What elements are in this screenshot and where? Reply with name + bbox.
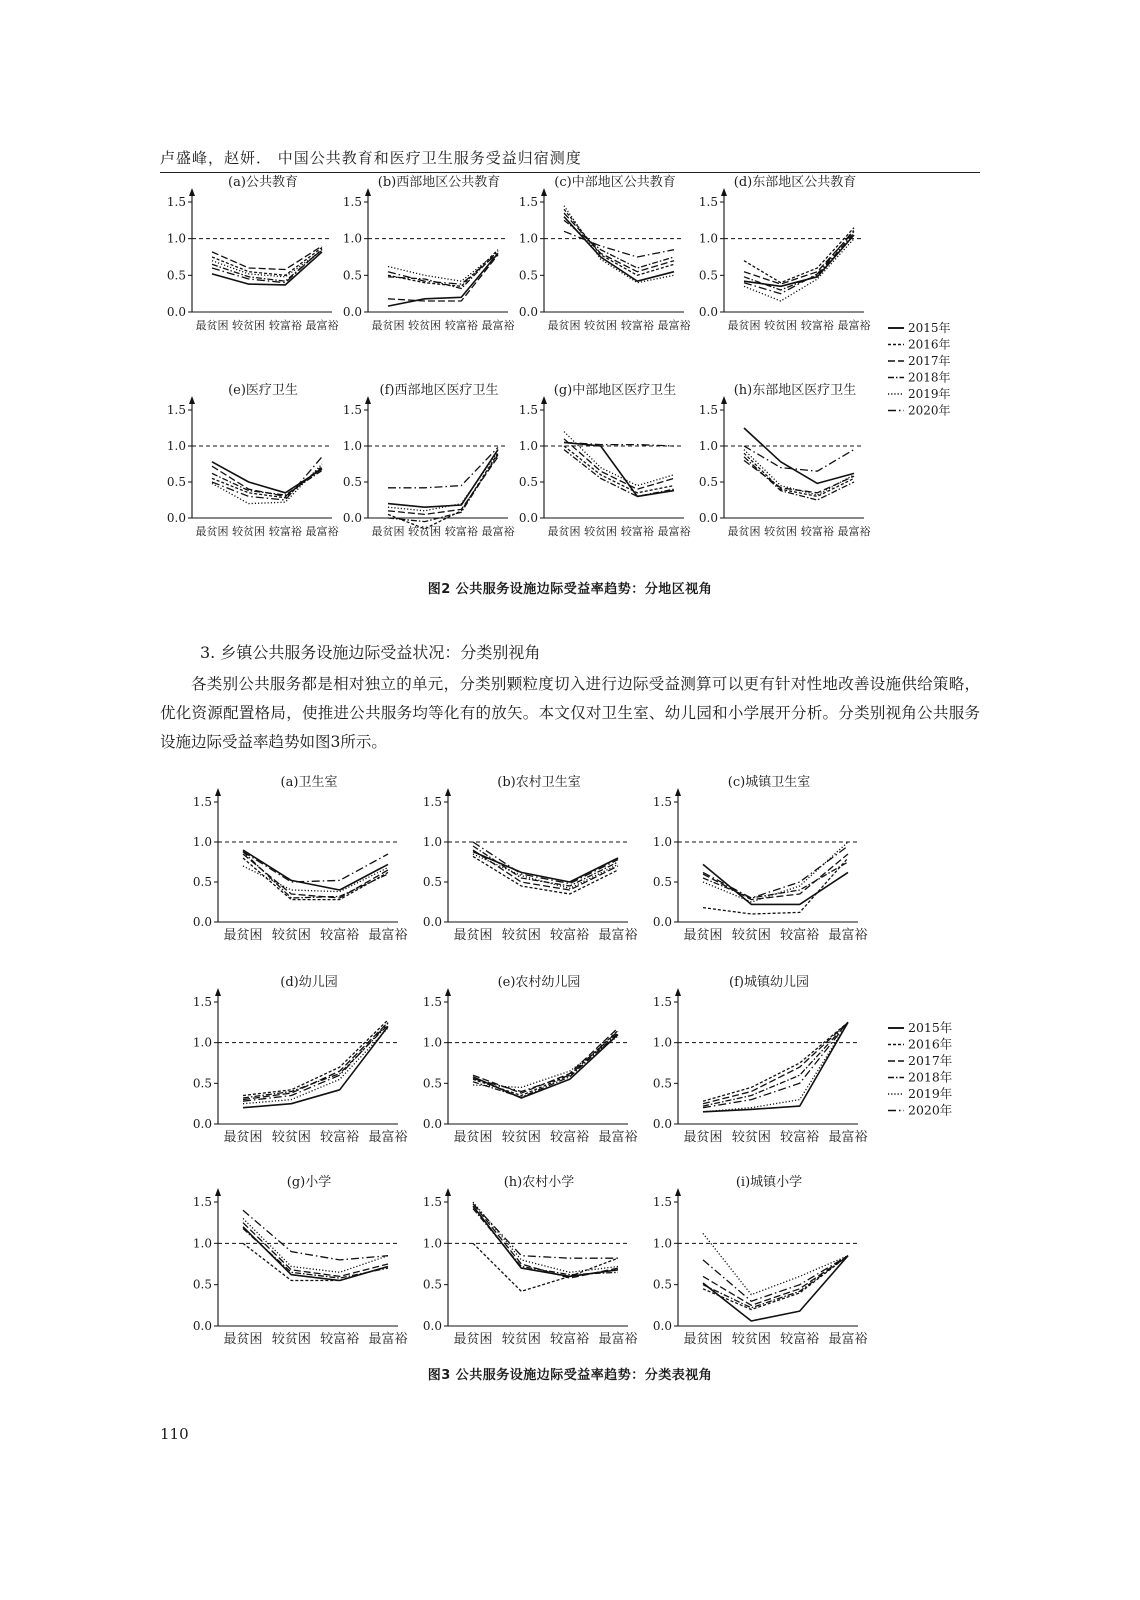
- x-tick-label: 较富裕: [800, 319, 834, 332]
- panel-title: (b)西部地区公共教育: [377, 175, 501, 190]
- x-tick-label: 较贫困: [408, 525, 442, 538]
- x-tick-label: 较富裕: [800, 525, 834, 538]
- x-tick-label: 最贫困: [683, 1332, 723, 1347]
- series-line-2017: [243, 1223, 388, 1277]
- chart-panel-2-d: [699, 174, 871, 332]
- x-tick-label: 最富裕: [481, 525, 515, 538]
- legend-label: 2020年: [908, 1102, 953, 1118]
- x-tick-label: 较富裕: [444, 525, 478, 538]
- y-axis-arrow: [721, 396, 727, 404]
- y-tick-label: 0.0: [698, 305, 718, 319]
- series-line-2018: [564, 220, 674, 268]
- x-tick-label: 较富裕: [780, 1332, 820, 1347]
- series-line-2018: [473, 846, 618, 886]
- series-line-2019: [473, 1036, 618, 1087]
- x-tick-label: 最贫困: [371, 319, 405, 332]
- y-tick-label: 0.5: [192, 1076, 212, 1091]
- y-tick-label: 0.0: [192, 1117, 212, 1131]
- x-tick-label: 最富裕: [305, 525, 339, 538]
- series-line-2018: [212, 471, 322, 496]
- y-tick-label: 1.0: [698, 439, 718, 453]
- y-tick-label: 0.5: [698, 268, 718, 283]
- series-line-2018: [212, 250, 322, 282]
- y-tick-label: 0.5: [422, 1277, 442, 1292]
- y-axis-arrow: [365, 188, 371, 196]
- series-line-2015: [388, 450, 498, 508]
- y-tick-label: 0.0: [166, 305, 186, 319]
- series-line-2019: [564, 206, 674, 283]
- series-line-2019: [243, 866, 388, 892]
- series-line-2019: [243, 1219, 388, 1273]
- chart-panel-2-e: [167, 382, 339, 538]
- y-tick-label: 0.5: [518, 475, 538, 489]
- x-tick-label: 较富裕: [320, 928, 360, 943]
- x-tick-label: 较贫困: [731, 1130, 771, 1145]
- panel-title: (a)公共教育: [228, 175, 298, 190]
- series-line-2015: [473, 1035, 618, 1099]
- panel-title: (h)东部地区医疗卫生: [733, 383, 857, 398]
- y-tick-label: 1.0: [698, 231, 718, 246]
- series-line-2016: [388, 250, 498, 287]
- x-tick-label: 最富裕: [828, 928, 868, 943]
- y-tick-label: 1.5: [342, 195, 362, 209]
- y-axis-arrow: [189, 396, 195, 404]
- x-tick-label: 最贫困: [453, 1332, 493, 1347]
- x-tick-label: 较富裕: [550, 928, 590, 943]
- x-tick-label: 最贫困: [453, 928, 493, 943]
- x-tick-label: 较富裕: [620, 319, 654, 332]
- series-line-2018: [243, 1229, 388, 1279]
- y-tick-label: 0.0: [342, 305, 362, 319]
- series-line-2016: [744, 228, 854, 283]
- y-tick-label: 0.5: [698, 475, 718, 489]
- x-tick-label: 较贫困: [731, 928, 771, 943]
- y-tick-label: 1.5: [422, 995, 442, 1009]
- y-tick-label: 0.5: [518, 268, 538, 283]
- legend-label: 2015年: [908, 321, 951, 335]
- x-tick-label: 较富裕: [780, 928, 820, 943]
- x-tick-label: 较富裕: [444, 319, 478, 332]
- x-tick-label: 较富裕: [320, 1130, 360, 1145]
- series-line-2020: [388, 447, 498, 487]
- series-line-2020: [243, 852, 388, 882]
- panel-title: (c)城镇卫生室: [727, 775, 811, 790]
- x-tick-label: 最富裕: [368, 1332, 408, 1347]
- series-line-2016: [703, 1022, 848, 1101]
- x-tick-label: 最富裕: [481, 319, 515, 332]
- panel-title: (h)农村小学: [503, 1175, 575, 1190]
- legend-label: 2018年: [908, 1069, 953, 1085]
- x-tick-label: 较贫困: [584, 319, 618, 332]
- y-tick-label: 0.5: [652, 875, 672, 889]
- x-tick-label: 较富裕: [320, 1332, 360, 1347]
- x-tick-label: 较贫困: [764, 319, 798, 332]
- x-tick-label: 最贫困: [547, 319, 581, 332]
- chart-panel-3-i: [653, 1174, 868, 1347]
- series-line-2020: [703, 1256, 848, 1302]
- series-line-2016: [212, 248, 322, 276]
- y-tick-label: 1.0: [422, 835, 442, 849]
- series-line-2020: [703, 846, 848, 898]
- y-tick-label: 1.5: [192, 995, 212, 1009]
- y-tick-label: 1.5: [422, 795, 442, 809]
- x-tick-label: 较贫困: [271, 928, 311, 943]
- y-tick-label: 1.5: [518, 195, 538, 209]
- x-tick-label: 最贫困: [195, 319, 229, 332]
- y-tick-label: 0.5: [166, 475, 186, 489]
- series-line-2018: [703, 1022, 848, 1106]
- x-tick-label: 较贫困: [584, 525, 618, 538]
- x-tick-label: 最富裕: [657, 525, 691, 538]
- x-tick-label: 较贫困: [232, 525, 266, 538]
- x-tick-label: 较富裕: [620, 525, 654, 538]
- panel-title: (e)农村幼儿园: [497, 975, 581, 990]
- x-tick-label: 较贫困: [501, 1332, 541, 1347]
- y-tick-label: 0.5: [422, 875, 442, 889]
- chart-panel-3-h: [423, 1174, 638, 1347]
- y-tick-label: 1.5: [518, 403, 538, 417]
- panel-title: (d)幼儿园: [280, 975, 338, 990]
- series-line-2015: [243, 1026, 388, 1107]
- x-tick-label: 最贫困: [683, 928, 723, 943]
- x-tick-label: 较贫困: [731, 1332, 771, 1347]
- chart-panel-3-e: [423, 974, 638, 1145]
- series-line-2016: [473, 1243, 618, 1291]
- y-axis-arrow: [675, 1188, 681, 1196]
- y-axis-arrow: [675, 788, 681, 796]
- series-line-2017: [243, 1022, 388, 1099]
- y-tick-label: 0.0: [192, 1319, 212, 1333]
- section-paragraph: 各类别公共服务都是相对独立的单元，分类别颗粒度切入进行边际受益测算可以更有针对性地改善设施供给策略，优化资源配置格局，使推进公共服务均等化有的放矢。本文仅对卫生室、幼儿园和小学展开分析。分类别视角公共服务设施边际受益率趋势如图3所示。: [160, 675, 980, 751]
- legend-label: 2016年: [908, 337, 951, 352]
- y-tick-label: 0.0: [166, 511, 186, 525]
- chart-panel-3-c: [653, 774, 868, 943]
- chart-panel-2-g: [519, 382, 691, 538]
- y-tick-label: 0.0: [192, 915, 212, 929]
- x-tick-label: 最富裕: [837, 319, 871, 332]
- y-tick-label: 1.0: [192, 1236, 212, 1251]
- y-axis-arrow: [675, 988, 681, 996]
- series-line-2017: [473, 1028, 618, 1093]
- series-line-2015: [703, 864, 848, 904]
- chart-panel-2-f: [343, 382, 515, 538]
- series-line-2017: [703, 854, 848, 900]
- x-tick-label: 较富裕: [550, 1130, 590, 1145]
- panel-title: (e)医疗卫生: [228, 383, 298, 398]
- series-line-2019: [744, 239, 854, 301]
- x-tick-label: 最富裕: [598, 1332, 638, 1347]
- y-axis-arrow: [215, 988, 221, 996]
- y-tick-label: 0.0: [652, 1117, 672, 1131]
- legend: [888, 1020, 952, 1118]
- chart-panel-2-b: [343, 174, 515, 332]
- figure-3-caption: 图3 公共服务设施边际受益率趋势：分类表视角: [427, 1368, 713, 1383]
- y-tick-label: 1.5: [166, 403, 186, 417]
- chart-panel-2-c: [519, 174, 691, 332]
- page-number: 110: [160, 1425, 189, 1443]
- x-tick-label: 最富裕: [598, 1130, 638, 1145]
- x-tick-label: 最贫困: [223, 1130, 263, 1145]
- legend-label: 2016年: [908, 1036, 953, 1052]
- y-tick-label: 1.0: [192, 835, 212, 849]
- panel-title: (g)中部地区医疗卫生: [553, 383, 677, 398]
- series-line-2019: [703, 1233, 848, 1294]
- y-tick-label: 1.5: [698, 403, 718, 417]
- panel-title: (a)卫生室: [280, 775, 338, 790]
- series-line-2020: [388, 253, 498, 284]
- legend: [888, 320, 951, 418]
- y-tick-label: 0.0: [422, 1319, 442, 1333]
- series-line-2020: [212, 457, 322, 500]
- x-tick-label: 最贫困: [453, 1130, 493, 1145]
- y-axis-arrow: [445, 788, 451, 796]
- y-axis-arrow: [541, 396, 547, 404]
- y-tick-label: 0.5: [342, 475, 362, 489]
- y-tick-label: 1.0: [652, 1236, 672, 1251]
- panel-title: (b)农村卫生室: [497, 775, 581, 790]
- panel-title: (c)中部地区公共教育: [554, 175, 676, 190]
- y-tick-label: 1.0: [652, 835, 672, 849]
- y-axis-arrow: [189, 188, 195, 196]
- y-axis-arrow: [365, 396, 371, 404]
- y-tick-label: 1.0: [518, 439, 538, 453]
- series-line-2015: [564, 442, 674, 496]
- panel-title: (d)东部地区公共教育: [733, 175, 857, 190]
- chart-panel-3-a: [193, 774, 408, 943]
- y-tick-label: 1.0: [342, 231, 362, 246]
- x-tick-label: 较贫困: [764, 525, 798, 538]
- x-tick-label: 较贫困: [501, 1130, 541, 1145]
- legend-label: 2020年: [908, 403, 951, 418]
- series-line-2017: [564, 213, 674, 272]
- series-line-2020: [243, 1210, 388, 1260]
- x-tick-label: 最贫困: [195, 525, 229, 538]
- panel-title: (g)小学: [286, 1175, 332, 1190]
- legend-label: 2018年: [908, 370, 951, 385]
- x-tick-label: 最贫困: [683, 1130, 723, 1145]
- series-line-2015: [744, 235, 854, 286]
- y-tick-label: 1.0: [166, 231, 186, 246]
- series-line-2018: [703, 862, 848, 898]
- x-tick-label: 较贫困: [271, 1130, 311, 1145]
- x-tick-label: 较富裕: [550, 1332, 590, 1347]
- x-tick-label: 较贫困: [232, 319, 266, 332]
- x-tick-label: 较富裕: [268, 525, 302, 538]
- series-line-2019: [473, 854, 618, 888]
- legend-label: 2017年: [908, 354, 951, 368]
- y-tick-label: 1.5: [422, 1195, 442, 1209]
- section-heading: 3. 乡镇公共服务设施边际受益状况：分类别视角: [200, 643, 541, 662]
- series-line-2015: [703, 1256, 848, 1321]
- chart-panel-3-b: [423, 774, 638, 943]
- y-tick-label: 1.5: [192, 1195, 212, 1209]
- y-axis-arrow: [445, 988, 451, 996]
- y-tick-label: 0.5: [192, 875, 212, 889]
- y-tick-label: 0.0: [518, 511, 538, 525]
- chart-panel-3-f: [653, 974, 868, 1145]
- series-line-2016: [473, 856, 618, 894]
- y-tick-label: 0.0: [342, 511, 362, 525]
- y-tick-label: 0.5: [192, 1277, 212, 1292]
- y-tick-label: 1.5: [698, 195, 718, 209]
- series-line-2019: [473, 1202, 618, 1272]
- y-tick-label: 0.5: [342, 268, 362, 283]
- y-tick-label: 0.0: [652, 1319, 672, 1333]
- x-tick-label: 最富裕: [305, 319, 339, 332]
- chart-panel-3-d: [193, 975, 408, 1145]
- y-axis-arrow: [215, 1188, 221, 1196]
- x-tick-label: 较富裕: [780, 1130, 820, 1145]
- y-tick-label: 1.0: [192, 1035, 212, 1050]
- y-tick-label: 0.0: [698, 511, 718, 525]
- panel-title: (f)城镇幼儿园: [729, 975, 809, 990]
- y-tick-label: 0.5: [652, 1076, 672, 1091]
- x-tick-label: 最富裕: [828, 1130, 868, 1145]
- y-tick-label: 0.0: [652, 915, 672, 929]
- legend-label: 2017年: [908, 1053, 953, 1068]
- y-tick-label: 1.5: [192, 795, 212, 809]
- panel-title: (f)西部地区医疗卫生: [379, 383, 499, 398]
- x-tick-label: 最贫困: [371, 525, 405, 538]
- x-tick-label: 最富裕: [657, 319, 691, 332]
- y-tick-label: 0.5: [166, 268, 186, 283]
- running-title: 卢盛峰，赵妍． 中国公共教育和医疗卫生服务受益归宿测度: [160, 149, 582, 167]
- y-axis-arrow: [721, 188, 727, 196]
- chart-panel-2-h: [699, 382, 871, 538]
- x-tick-label: 最贫困: [727, 319, 761, 332]
- x-tick-label: 最富裕: [368, 1130, 408, 1145]
- y-tick-label: 1.0: [422, 1236, 442, 1251]
- x-tick-label: 最富裕: [828, 1332, 868, 1347]
- y-tick-label: 0.5: [422, 1076, 442, 1091]
- legend-label: 2019年: [908, 387, 951, 401]
- series-line-2017: [744, 231, 854, 284]
- x-tick-label: 较贫困: [501, 928, 541, 943]
- series-line-2016: [703, 1256, 848, 1310]
- figure-3: [0, 770, 1140, 1370]
- x-tick-label: 最富裕: [598, 928, 638, 943]
- y-tick-label: 0.0: [422, 915, 442, 929]
- series-line-2015: [388, 253, 498, 306]
- series-line-2016: [243, 1020, 388, 1096]
- y-tick-label: 1.0: [422, 1035, 442, 1050]
- y-tick-label: 0.5: [652, 1277, 672, 1292]
- x-tick-label: 最富裕: [368, 928, 408, 943]
- panel-title: (i)城镇小学: [735, 1175, 803, 1190]
- x-tick-label: 最富裕: [837, 525, 871, 538]
- y-tick-label: 1.5: [652, 995, 672, 1009]
- x-tick-label: 最贫困: [727, 525, 761, 538]
- series-line-2020: [473, 1031, 618, 1091]
- legend-label: 2015年: [908, 1020, 953, 1035]
- series-line-2018: [243, 852, 388, 898]
- x-tick-label: 较贫困: [408, 319, 442, 332]
- series-line-2018: [243, 1025, 388, 1098]
- y-tick-label: 1.0: [166, 439, 186, 453]
- y-axis-arrow: [215, 788, 221, 796]
- x-tick-label: 较富裕: [268, 319, 302, 332]
- y-tick-label: 1.0: [518, 231, 538, 246]
- figure-2: [0, 170, 1140, 570]
- y-tick-label: 1.0: [652, 1035, 672, 1050]
- legend-label: 2019年: [908, 1086, 953, 1101]
- y-tick-label: 1.5: [166, 195, 186, 209]
- y-tick-label: 1.5: [652, 1195, 672, 1209]
- x-tick-label: 最贫困: [223, 1332, 263, 1347]
- y-tick-label: 1.5: [652, 795, 672, 809]
- figure-2-caption: 图2 公共服务设施边际受益率趋势：分地区视角: [427, 582, 713, 597]
- chart-panel-3-g: [193, 1175, 408, 1347]
- y-tick-label: 0.0: [422, 1117, 442, 1131]
- y-tick-label: 0.0: [518, 305, 538, 319]
- chart-panel-2-a: [167, 174, 339, 332]
- series-line-2020: [744, 446, 854, 471]
- y-axis-arrow: [541, 188, 547, 196]
- y-axis-arrow: [445, 1188, 451, 1196]
- series-line-2019: [703, 842, 848, 902]
- x-tick-label: 最贫困: [223, 928, 263, 943]
- x-tick-label: 较贫困: [271, 1332, 311, 1347]
- y-tick-label: 1.0: [342, 439, 362, 453]
- x-tick-label: 最贫困: [547, 525, 581, 538]
- y-tick-label: 1.5: [342, 403, 362, 417]
